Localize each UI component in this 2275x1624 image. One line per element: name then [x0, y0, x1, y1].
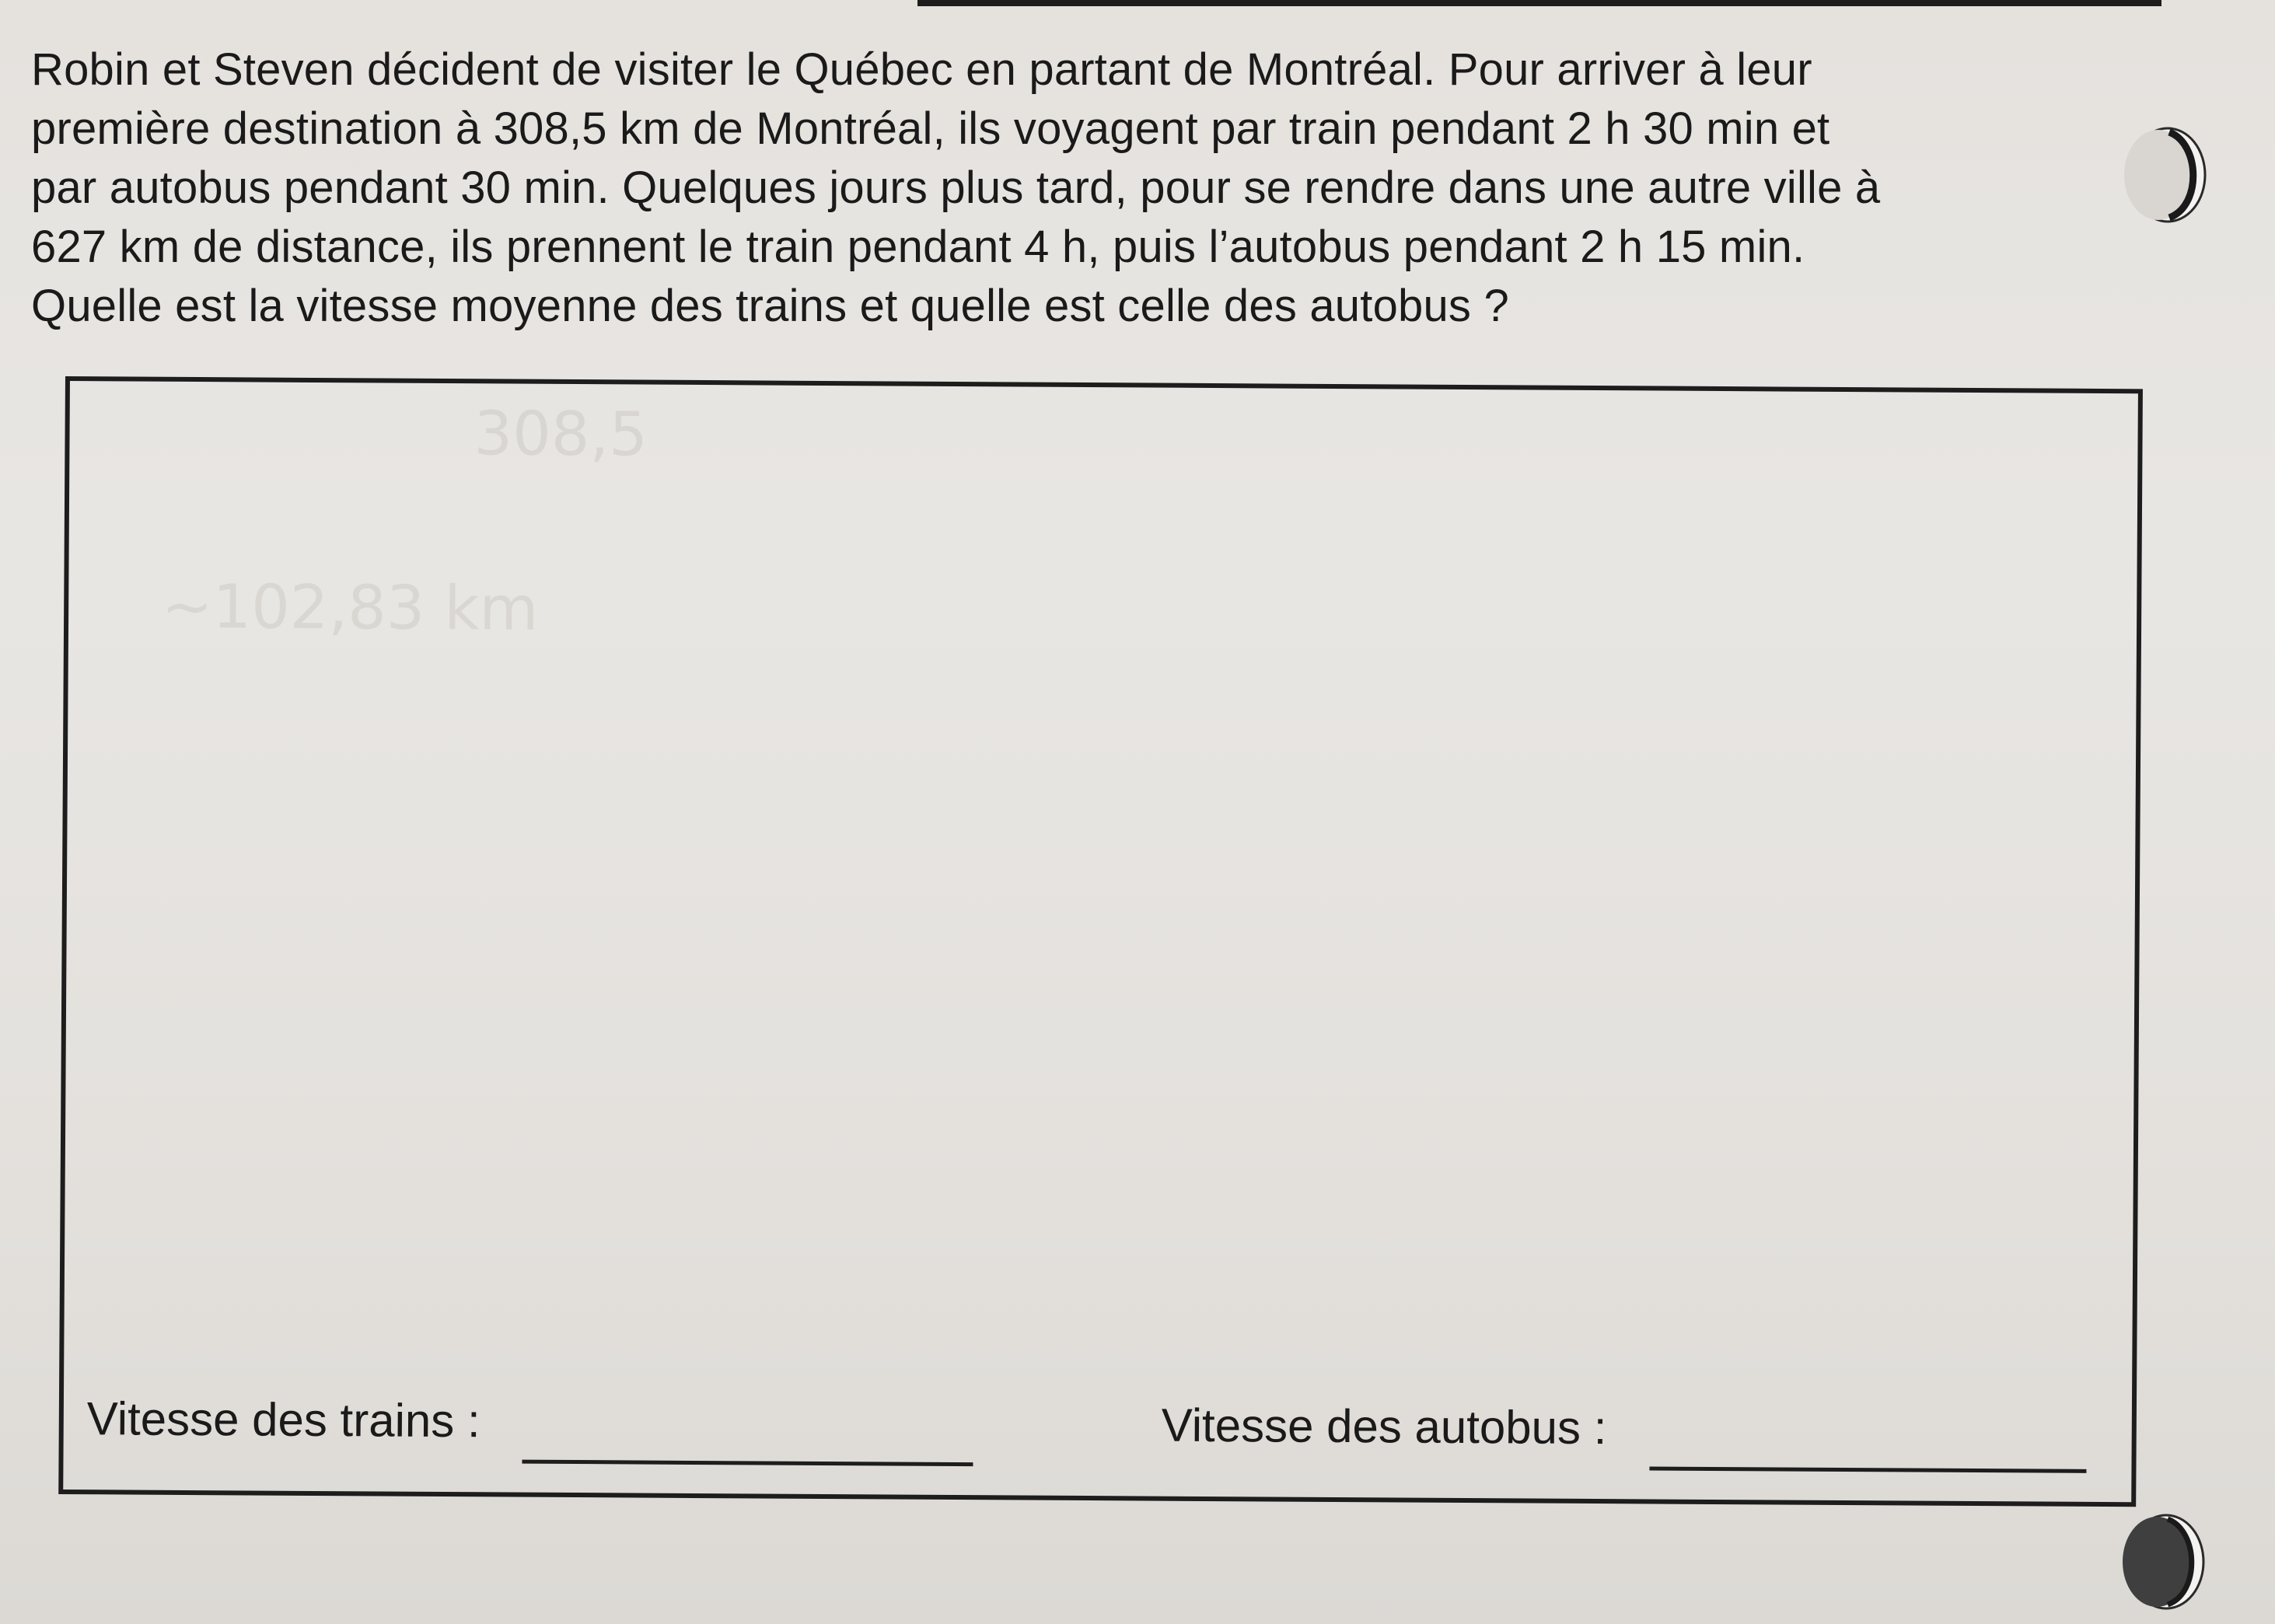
problem-text: Robin et Steven décident de visiter le Québec en partant de Montréal. Pour arriver à leur première destination à 308,5 km de Montréal, ils voyagent par train pendant 2 h 30 min et par autobus pendant 30 min. Quelques jours plus tard, pour se rendre dans une autre ville à 627 km de distance, ils prennent le train pendant 4 h, puis l’autobus pendant 2 h 15 min. Quelle est la vitesse moyenne des trains et quelle est celle des autobus ? — [31, 44, 1881, 331]
answer-area[interactable] — [58, 376, 2143, 1507]
train-speed-label: Vitesse des trains : — [86, 1392, 481, 1448]
train-speed-blank[interactable] — [522, 1460, 973, 1467]
show-through-mark: 308,5 — [474, 399, 648, 470]
binder-hole-icon — [2115, 124, 2216, 225]
top-border-line — [917, 0, 2161, 6]
binder-hole-icon — [2113, 1511, 2214, 1612]
bus-speed-blank[interactable] — [1649, 1466, 2086, 1472]
show-through-mark: ~102,83 km — [161, 571, 539, 644]
bus-speed-label: Vitesse des autobus : — [1161, 1399, 1607, 1455]
